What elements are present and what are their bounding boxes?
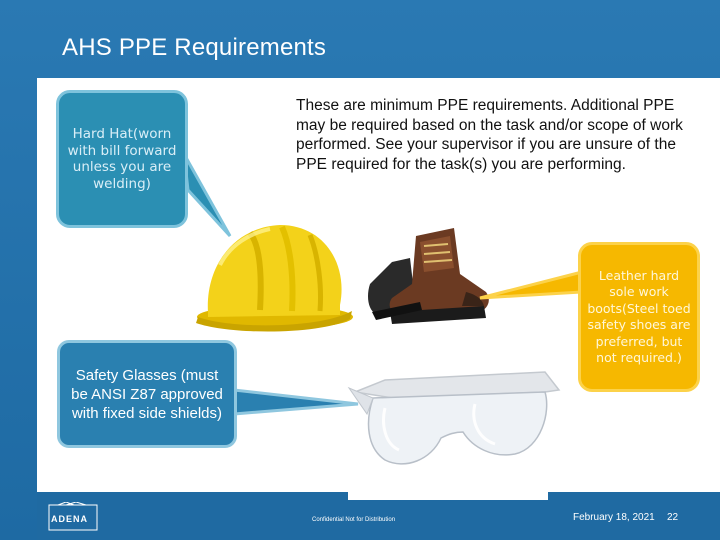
glasses-callout	[57, 340, 237, 448]
slide-title: AHS PPE Requirements	[62, 34, 327, 61]
intro-text: These are minimum PPE requirements. Additional PPE may be required based on the task and/or scope of work performed. See your supervisor if you are unsure of the PPE required for the task(s) you are performing.	[296, 97, 683, 173]
boots-callout	[578, 242, 700, 392]
hard-hat-callout-text: Hard Hat(worn with bill forward unless you are welding)	[67, 126, 177, 192]
glasses-callout-tail	[232, 384, 362, 424]
safety-glasses-icon	[345, 362, 565, 474]
glasses-callout-text: Safety Glasses (must be ANSI Z87 approved with fixed side shields)	[71, 366, 223, 422]
boots-callout-text: Leather hard sole work boots(Steel toed safety shoes are preferred, but not required.)	[587, 267, 691, 365]
work-boot-icon	[362, 222, 494, 330]
hard-hat-callout	[56, 90, 188, 228]
adena-logo-text: ADENA	[51, 514, 89, 524]
slide-date: February 18, 2021	[573, 512, 655, 523]
footer-divider	[348, 492, 548, 500]
page-number: 22	[667, 512, 679, 523]
boot-callout-tail	[478, 268, 584, 308]
confidential-notice: Confidential Not for Distribution	[312, 517, 396, 523]
hat-callout-tail	[180, 150, 240, 240]
